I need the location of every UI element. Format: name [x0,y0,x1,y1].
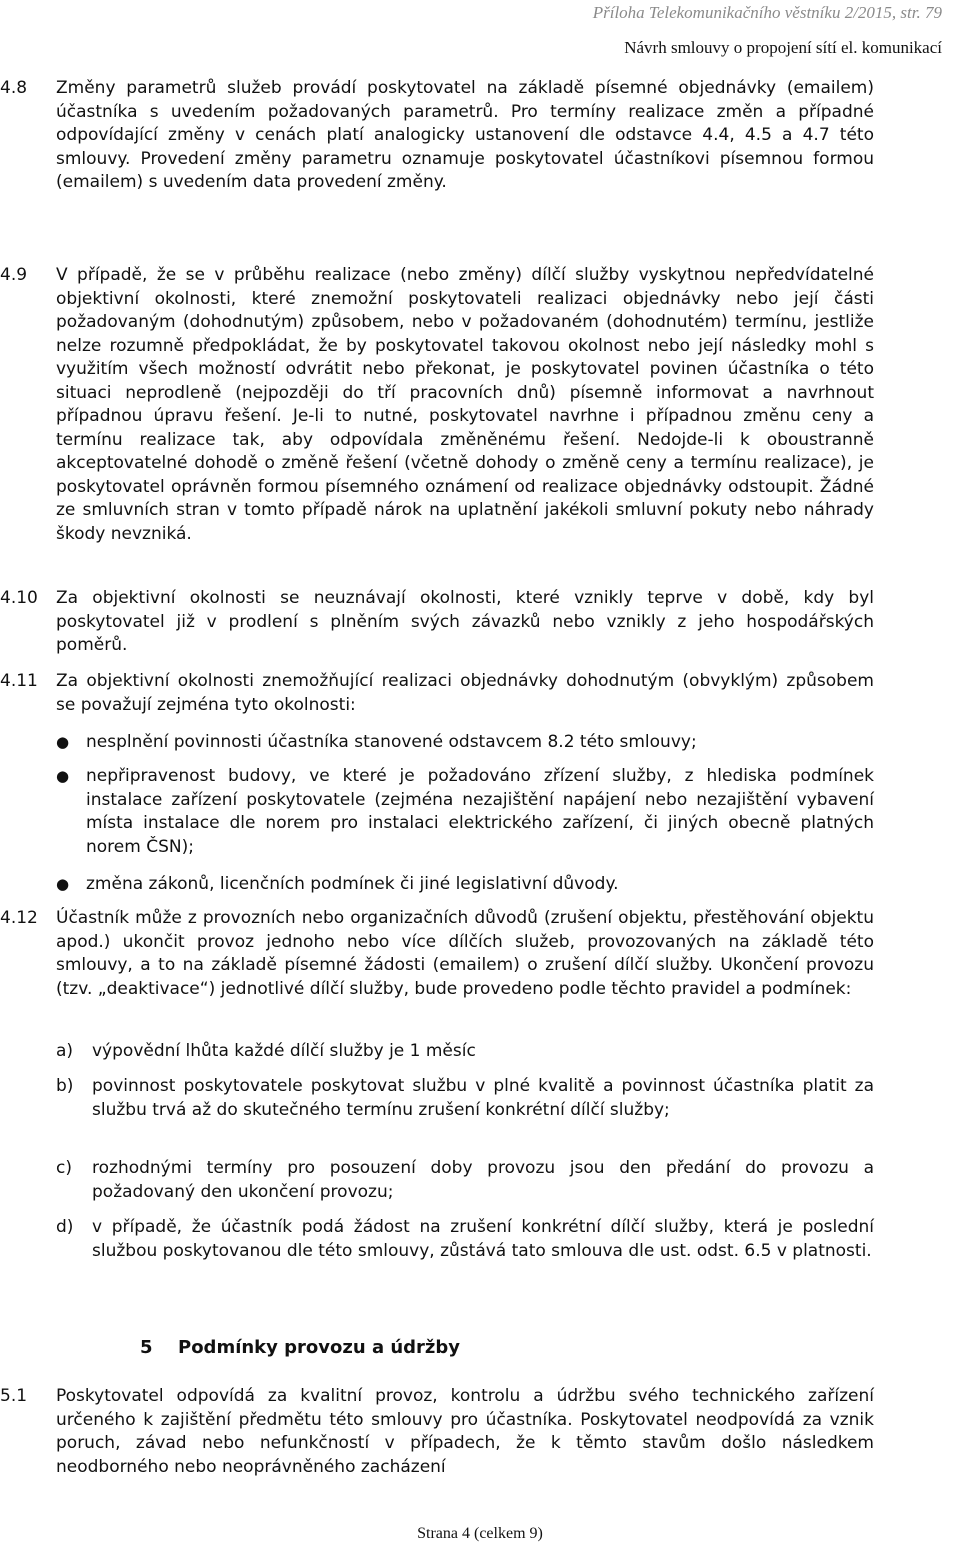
section-text: Poskytovatel odpovídá za kvalitní provoz, kontrolu a údržbu svého technického zařízení určeného k zajištění předmětu této smlouvy pro účastníka. Poskytovatel neodpovídá za vznik poruch, závad nebo nefunkčností v případech, že k těmto stavům došlo následkem neodborného nebo neoprávněného zacházení [56,1386,874,1477]
heading-number: 5 [140,1337,153,1358]
page-footer: Strana 4 (celkem 9) [417,1525,543,1542]
list-item [56,1157,874,1204]
list-item-text: rozhodnými termíny pro posouzení doby provozu jsou den předání do provozu a požadovaný den ukončení provozu; [92,1158,874,1202]
section-text: Za objektivní okolnosti znemožňující realizaci objednávky dohodnutým (obvyklým) způsobem se považují zejména tyto okolnosti: [56,671,874,715]
bullet-icon: ● [56,733,70,751]
section-text: V případě, že se v průběhu realizace (nebo změny) dílčí služby vyskytnou nepředvídatelné objektivní okolnosti, které znemožní poskytovateli realizaci objednávky nebo její části požadovaným (dohodnutým) způsobem, nebo v požadovaném (dohodnutém) termínu, jestliže nelze rozumně předpokládat, že by poskytovatel takovou okolnost nebo její následky mohl s využitím všech možností odvrátit nebo překonat, je poskytovatel povinen účastníka o této situaci neprodleně (nejpozději do tří pracovních dnů) písemně informovat a navrhnout případnou úpravu řešení. Je-li to nutné, poskytovatel navrhne i případnou změnu ceny a termínu realizace tak, aby odpovídala změněnému řešení. Nedojde-li k oboustranně akceptovatelné dohodě o změně řešení (včetně dohody o změně ceny a termínu realizace), je poskytovatel oprávněn formou písemného oznámení od realizace objednávky odstoupit. Žádné ze smluvních stran v tomto případě nárok na uplatnění jakékoli smluvní pokuty nebo náhrady škody nevzniká. [56,265,874,544]
document-subheader: Návrh smlouvy o propojení sítí el. komunikací [624,38,942,57]
section-number: 4.9 [0,265,28,285]
section-4-11 [0,670,874,717]
list-item-marker: c) [56,1158,72,1178]
list-item [56,1040,874,1064]
list-item-text: v případě, že účastník podá žádost na zrušení konkrétní dílčí služby, která je poslední službou poskytovanou dle této smlouvy, zůstává tato smlouva dle ust. odst. 6.5 v platnosti. [92,1217,874,1261]
heading-title: Podmínky provozu a údržby [178,1337,461,1358]
list-item-text: nesplnění povinnosti účastníka stanovené odstavcem 8.2 této smlouvy; [86,732,697,752]
section-4-9 [0,264,874,546]
section-number: 4.8 [0,78,28,98]
section-4-12 [0,907,874,1001]
section-text: Za objektivní okolnosti se neuznávají okolnosti, které vznikly teprve v době, kdy byl poskytovatel již v prodlení s plněním svých závazků nebo vznikly z jeho hospodářských poměrů. [56,588,874,655]
section-number: 5.1 [0,1386,28,1406]
list-item-text: změna zákonů, licenčních podmínek či jiné legislativní důvody. [86,874,619,894]
list-item-marker: a) [56,1041,74,1061]
list-item [56,765,874,859]
list-item-text: nepřipravenost budovy, ve které je požadováno zřízení služby, z hlediska podmínek instalace zařízení poskytovatele (zejména nezajištění napájení nebo nezajištění vybavení místa instalace dle norem pro instalaci elektrického zařízení, či jiných obecně platných norem ČSN); [86,766,874,857]
journal-header: Příloha Telekomunikačního věstníku 2/2015, str. 79 [592,3,942,22]
list-item [56,1075,874,1122]
section-heading [140,1337,460,1358]
list-item-marker: b) [56,1076,74,1096]
list-item-text: povinnost poskytovatele poskytovat službu v plné kvalitě a povinnost účastníka platit za službu trvá až do skutečného termínu zrušení konkrétní dílčí služby; [92,1076,874,1120]
list-item-marker: d) [56,1217,74,1237]
section-4-10 [0,587,874,658]
section-5-1 [0,1385,874,1479]
bullet-icon: ● [56,875,70,893]
section-text: Účastník může z provozních nebo organizačních důvodů (zrušení objektu, přestěhování objektu apod.) ukončit provoz jednoho nebo více dílčích služeb, provozovaných na základě této smlouvy, a to na základě písemné žádosti (emailem) o zrušení dílčí služby. Ukončení provozu (tzv. „deaktivace“) jednotlivé dílčí služby, bude provedeno podle těchto pravidel a podmínek: [56,908,874,999]
list-item [56,873,874,897]
section-4-8 [0,77,874,195]
list-item [56,731,874,755]
section-text: Změny parametrů služeb provádí poskytovatel na základě písemné objednávky (emailem) účastníka s uvedením požadovaných parametrů. Pro termíny realizace změn a případné odpovídající změny v cenách platí analogicky ustanovení dle odstavce 4.4, 4.5 a 4.7 této smlouvy. Provedení změny parametru oznamuje poskytovatel účastníkovi písemnou formou (emailem) s uvedením data provedení změny. [56,78,874,192]
section-number: 4.12 [0,908,38,928]
bullet-icon: ● [56,767,70,785]
list-item [56,1216,874,1263]
section-number: 4.10 [0,588,38,608]
section-number: 4.11 [0,671,38,691]
list-item-text: výpovědní lhůta každé dílčí služby je 1 měsíc [92,1041,476,1061]
